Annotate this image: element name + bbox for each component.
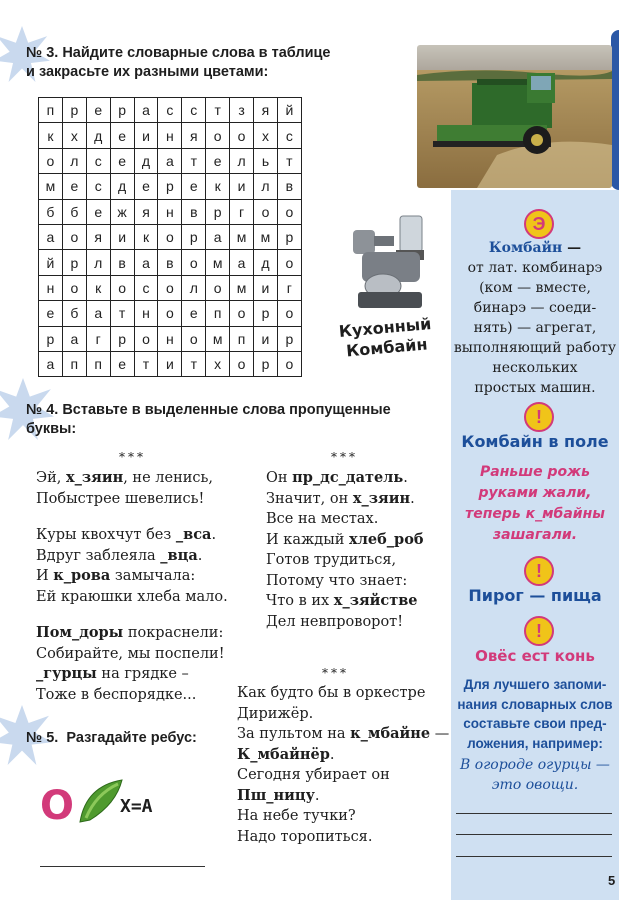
grid-cell[interactable]: о bbox=[110, 275, 134, 300]
grid-cell[interactable]: х bbox=[62, 123, 86, 148]
poem-text: На небе тучки? bbox=[237, 808, 356, 824]
grid-cell[interactable]: в bbox=[110, 250, 134, 275]
poem-line bbox=[237, 786, 449, 807]
poem-text: покраснели: bbox=[123, 625, 224, 641]
definition-line: нять) — агрегат, bbox=[473, 320, 597, 336]
grid-cell[interactable]: а bbox=[86, 301, 110, 326]
poem-line bbox=[266, 550, 424, 571]
definition-line: нескольких bbox=[492, 360, 578, 376]
task5-title: № 5. Разгадайте ребус: bbox=[26, 730, 197, 746]
missing-letter-word[interactable]: хлеб_роб bbox=[349, 530, 424, 548]
grid-cell[interactable]: о bbox=[158, 301, 182, 326]
grid-cell[interactable]: а bbox=[39, 224, 63, 249]
grid-cell[interactable]: т bbox=[182, 148, 206, 173]
poem-text: . bbox=[410, 490, 415, 507]
missing-letter-word[interactable]: _гурцы bbox=[36, 665, 97, 682]
grid-cell[interactable]: д bbox=[110, 174, 134, 199]
grid-cell[interactable]: д bbox=[134, 148, 158, 173]
kombain-definition: Комбайн — от лат. комбинарэ (ком — вместе, бинарэ — соеди- нять) — агрегат, выполняющий работу нескольких простых машин. bbox=[451, 238, 619, 398]
grid-row bbox=[39, 98, 302, 123]
grid-cell[interactable]: е bbox=[182, 174, 206, 199]
missing-letter-word[interactable]: К_мбайнёр bbox=[237, 745, 330, 763]
poem-text: . bbox=[211, 527, 217, 543]
grid-cell[interactable]: и bbox=[230, 174, 254, 199]
grid-cell[interactable]: м bbox=[254, 224, 278, 249]
grid-cell[interactable]: п bbox=[206, 301, 230, 326]
left-poem bbox=[36, 468, 228, 705]
missing-letter-word[interactable]: _вца bbox=[160, 546, 198, 564]
advice-line: ложения, например: bbox=[467, 735, 603, 751]
grid-cell[interactable]: п bbox=[62, 351, 86, 376]
grid-cell[interactable]: е bbox=[134, 174, 158, 199]
grid-cell[interactable]: е bbox=[110, 148, 134, 173]
grid-cell[interactable]: о bbox=[230, 301, 254, 326]
poem-text: Все на местах. bbox=[266, 511, 379, 527]
page-tab bbox=[611, 30, 619, 190]
grid-cell[interactable]: р bbox=[277, 326, 301, 351]
grid-cell[interactable]: ь bbox=[254, 148, 278, 173]
grid-cell[interactable]: о bbox=[230, 351, 254, 376]
grid-cell[interactable]: о bbox=[277, 351, 301, 376]
grid-cell[interactable]: я bbox=[86, 224, 110, 249]
definition-line: выполняющий работу bbox=[453, 340, 617, 356]
advice-line: нания словарных слов bbox=[457, 696, 613, 712]
grid-cell[interactable]: б bbox=[62, 199, 86, 224]
poem-line bbox=[36, 623, 228, 644]
grid-cell[interactable]: к bbox=[39, 123, 63, 148]
grid-cell[interactable]: р bbox=[254, 351, 278, 376]
grid-cell[interactable]: я bbox=[182, 123, 206, 148]
poem-text: — bbox=[430, 726, 450, 742]
poem-line bbox=[36, 664, 228, 685]
grid-cell[interactable]: и bbox=[158, 351, 182, 376]
grid-cell[interactable]: о bbox=[206, 275, 230, 300]
sidebar-poem bbox=[451, 462, 619, 546]
grid-cell[interactable]: и bbox=[254, 275, 278, 300]
poem-line bbox=[266, 612, 424, 633]
poem-text: Тоже в беспорядке... bbox=[36, 686, 197, 703]
poem-text: Готов трудиться, bbox=[266, 552, 397, 568]
poem-text: Как будто бы в оркестре bbox=[237, 685, 426, 701]
grid-cell[interactable]: н bbox=[158, 199, 182, 224]
grid-cell[interactable]: й bbox=[39, 250, 63, 275]
definition-line: простых машин. bbox=[474, 380, 596, 396]
grid-row bbox=[39, 351, 302, 376]
grid-cell[interactable]: т bbox=[182, 351, 206, 376]
grid-cell[interactable]: т bbox=[110, 301, 134, 326]
grid-cell[interactable]: г bbox=[230, 199, 254, 224]
grid-row bbox=[39, 174, 302, 199]
missing-letter-word[interactable]: к_мбайне bbox=[350, 725, 431, 742]
grid-row bbox=[39, 250, 302, 275]
stanza-gap bbox=[36, 607, 228, 623]
grid-cell[interactable]: а bbox=[206, 224, 230, 249]
poem-text: За пультом на bbox=[237, 726, 351, 742]
grid-cell[interactable]: м bbox=[230, 224, 254, 249]
grid-cell[interactable]: к bbox=[206, 174, 230, 199]
poem-text: . bbox=[314, 787, 320, 804]
grid-cell[interactable]: е bbox=[110, 123, 134, 148]
kitchen-combine-caption: Кухонный Комбайн bbox=[338, 314, 433, 361]
poem-text: . bbox=[403, 470, 408, 486]
missing-letter-word[interactable]: Пш_ницу bbox=[237, 786, 315, 804]
grid-cell[interactable]: б bbox=[62, 301, 86, 326]
poem-text: Потому что знает: bbox=[266, 572, 408, 589]
grid-cell[interactable]: а bbox=[62, 326, 86, 351]
poem-line bbox=[36, 489, 228, 510]
poem-line bbox=[237, 806, 449, 827]
grid-cell[interactable]: а bbox=[134, 250, 158, 275]
kitchen-combine-image bbox=[348, 212, 428, 317]
grid-cell[interactable]: ж bbox=[110, 199, 134, 224]
grid-cell[interactable]: а bbox=[230, 250, 254, 275]
missing-letter-word[interactable]: х_зяин bbox=[65, 469, 124, 486]
grid-cell[interactable]: о bbox=[39, 148, 63, 173]
poem-line bbox=[266, 591, 424, 612]
grid-row bbox=[39, 301, 302, 326]
grid-cell[interactable]: о bbox=[182, 250, 206, 275]
poem-text: , не ленись, bbox=[123, 470, 214, 486]
poem-text: . bbox=[197, 547, 203, 564]
grid-row bbox=[39, 224, 302, 249]
poem-line bbox=[266, 530, 424, 551]
grid-cell[interactable]: о bbox=[134, 326, 158, 351]
rebus-formula: Х=А bbox=[120, 796, 153, 817]
grid-cell[interactable]: а bbox=[39, 351, 63, 376]
grid-cell[interactable]: н bbox=[158, 123, 182, 148]
poem-text: Дел невпроворот! bbox=[266, 613, 404, 630]
grid-row bbox=[39, 275, 302, 300]
grid-cell[interactable]: р bbox=[39, 326, 63, 351]
definition-line: (ком — вместе, bbox=[479, 280, 591, 296]
grid-cell[interactable]: е bbox=[86, 98, 110, 123]
grid-cell[interactable]: х bbox=[254, 123, 278, 148]
poem-text: Дирижёр. bbox=[237, 705, 314, 722]
grid-cell[interactable]: л bbox=[254, 174, 278, 199]
grid-cell[interactable]: р bbox=[158, 174, 182, 199]
poem-line bbox=[237, 827, 449, 848]
grid-cell[interactable]: о bbox=[230, 123, 254, 148]
poem-line bbox=[237, 704, 449, 725]
poem-separator: *** bbox=[331, 450, 358, 464]
grid-cell[interactable]: о bbox=[254, 199, 278, 224]
grid-cell[interactable]: з bbox=[230, 98, 254, 123]
grid-cell[interactable]: в bbox=[277, 174, 301, 199]
grid-cell[interactable]: и bbox=[110, 224, 134, 249]
grid-cell[interactable]: с bbox=[134, 275, 158, 300]
grid-cell[interactable]: а bbox=[158, 148, 182, 173]
poem-text: И каждый bbox=[266, 531, 350, 548]
poem-separator: *** bbox=[119, 450, 146, 464]
poem-line bbox=[36, 587, 228, 608]
right-poem bbox=[266, 468, 424, 632]
advice-line: Для лучшего запоми- bbox=[463, 677, 607, 692]
poem-line bbox=[266, 468, 424, 489]
grid-cell[interactable]: п bbox=[230, 326, 254, 351]
grid-cell[interactable]: г bbox=[86, 326, 110, 351]
grid-cell[interactable]: о bbox=[158, 275, 182, 300]
answer-line[interactable] bbox=[456, 813, 612, 814]
grid-row bbox=[39, 199, 302, 224]
poem-text: Надо торопиться. bbox=[237, 828, 373, 845]
poem-text: Значит, он bbox=[266, 490, 353, 507]
poem-text: Собирайте, мы поспели! bbox=[36, 645, 225, 662]
grid-cell[interactable]: р bbox=[277, 224, 301, 249]
grid-cell[interactable]: т bbox=[134, 351, 158, 376]
harvester-photo bbox=[417, 45, 612, 188]
grid-row bbox=[39, 148, 302, 173]
task4-title: № 4. Вставьте в выделенные слова пропущенные буквы: bbox=[26, 402, 391, 437]
poem-line bbox=[36, 546, 228, 567]
grid-cell[interactable]: е bbox=[86, 199, 110, 224]
sidebar-advice bbox=[451, 675, 619, 753]
poem-text: Сегодня убирает он bbox=[237, 767, 390, 783]
grid-cell[interactable]: р bbox=[62, 98, 86, 123]
grid-cell[interactable]: е bbox=[110, 351, 134, 376]
poem-line bbox=[237, 724, 449, 745]
poem-text: замычала: bbox=[110, 568, 196, 584]
definition-line: бинарэ — соеди- bbox=[473, 300, 597, 316]
grid-cell[interactable]: е bbox=[206, 148, 230, 173]
grid-cell[interactable]: с bbox=[277, 123, 301, 148]
grid-row bbox=[39, 123, 302, 148]
grid-cell[interactable]: д bbox=[254, 250, 278, 275]
grid-cell[interactable]: е bbox=[39, 301, 63, 326]
grid-cell[interactable]: о bbox=[62, 275, 86, 300]
poem-text: Побыстрее шевелись! bbox=[36, 490, 205, 507]
grid-cell[interactable]: р bbox=[62, 250, 86, 275]
grid-cell[interactable]: р bbox=[110, 326, 134, 351]
poem-line bbox=[266, 489, 424, 510]
grid-cell[interactable]: я bbox=[134, 199, 158, 224]
grid-cell[interactable]: е bbox=[182, 301, 206, 326]
grid-cell[interactable]: с bbox=[86, 148, 110, 173]
grid-cell[interactable]: о bbox=[277, 250, 301, 275]
poem-text: Эй, bbox=[36, 470, 66, 486]
page-number: 5 bbox=[608, 873, 616, 888]
exclamation-icon: ! bbox=[524, 616, 554, 646]
grid-cell[interactable]: в bbox=[158, 250, 182, 275]
grid-cell[interactable]: с bbox=[182, 98, 206, 123]
grid-cell[interactable]: г bbox=[277, 275, 301, 300]
grid-cell[interactable]: о bbox=[277, 301, 301, 326]
pair-pirog-pishcha: Пирог — пища bbox=[468, 586, 602, 605]
answer-line[interactable] bbox=[40, 866, 205, 867]
sidebar-poem-line: теперь к_мбайны bbox=[465, 506, 605, 522]
grid-cell[interactable]: к bbox=[86, 275, 110, 300]
missing-letter-word[interactable]: х_зяин bbox=[352, 489, 411, 507]
poem-line bbox=[36, 685, 228, 706]
grid-cell[interactable]: к bbox=[134, 224, 158, 249]
poem-text: И bbox=[36, 568, 54, 584]
example-line: В огороде огурцы — bbox=[460, 757, 610, 773]
grid-cell[interactable]: с bbox=[158, 98, 182, 123]
grid-cell[interactable]: р bbox=[110, 98, 134, 123]
poem-line bbox=[266, 571, 424, 592]
grid-cell[interactable]: в bbox=[182, 199, 206, 224]
grid-cell[interactable]: е bbox=[62, 174, 86, 199]
sidebar-example bbox=[451, 755, 619, 795]
grid-cell[interactable]: о bbox=[62, 224, 86, 249]
poem-line bbox=[36, 468, 228, 489]
right-poem-second bbox=[237, 683, 449, 847]
e-badge-icon: Э bbox=[524, 209, 554, 239]
grid-cell[interactable]: б bbox=[39, 199, 63, 224]
grid-cell[interactable]: р bbox=[206, 199, 230, 224]
missing-letter-word[interactable]: пр_дс_датель bbox=[292, 469, 404, 486]
poem-line bbox=[237, 765, 449, 786]
poem-line bbox=[237, 745, 449, 766]
poem-text: Куры квохчут без bbox=[36, 527, 176, 543]
grid-cell[interactable]: й bbox=[277, 98, 301, 123]
poem-line bbox=[36, 644, 228, 665]
rebus-letter-o: О bbox=[40, 783, 75, 829]
poem-text: Что в их bbox=[266, 593, 334, 609]
missing-letter-word[interactable]: _вса bbox=[175, 526, 212, 543]
poem-text: . bbox=[329, 746, 335, 763]
poem-separator: *** bbox=[322, 666, 349, 680]
advice-line: составьте свои пред- bbox=[463, 716, 607, 731]
pair-ovyos-est-kon: Овёс ест конь bbox=[475, 647, 595, 665]
grid-cell[interactable]: л bbox=[62, 148, 86, 173]
grid-cell[interactable]: п bbox=[39, 98, 63, 123]
poem-text: Он bbox=[266, 470, 293, 486]
poem-line bbox=[36, 525, 228, 546]
grid-row bbox=[39, 326, 302, 351]
grid-cell[interactable]: п bbox=[86, 351, 110, 376]
grid-cell[interactable]: л bbox=[182, 275, 206, 300]
grid-cell[interactable]: я bbox=[254, 98, 278, 123]
example-line: это овощи. bbox=[491, 777, 579, 793]
grid-cell[interactable]: с bbox=[86, 174, 110, 199]
answer-line[interactable] bbox=[456, 834, 612, 835]
task3-title: № 3. Найдите словарные слова в таблице и закрасьте их разными цветами: bbox=[26, 45, 331, 80]
poem-text: на грядке – bbox=[96, 666, 189, 682]
sidebar-poem-line: Раньше рожь bbox=[480, 464, 590, 480]
grid-cell[interactable]: и bbox=[254, 326, 278, 351]
poem-text: Ей краюшки хлеба мало. bbox=[36, 588, 228, 605]
grid-cell[interactable]: н bbox=[39, 275, 63, 300]
sidebar-poem-line: зашагали. bbox=[492, 527, 578, 543]
grid-cell[interactable]: м bbox=[206, 326, 230, 351]
grid-cell[interactable]: р bbox=[254, 301, 278, 326]
poem-line bbox=[36, 566, 228, 587]
grid-cell[interactable]: т bbox=[206, 98, 230, 123]
poem-line bbox=[266, 509, 424, 530]
grid-cell[interactable]: х bbox=[206, 351, 230, 376]
grid-cell[interactable]: н bbox=[134, 301, 158, 326]
rebus bbox=[40, 772, 190, 832]
grid-cell[interactable]: м bbox=[39, 174, 63, 199]
grid-cell[interactable]: и bbox=[134, 123, 158, 148]
grid-cell[interactable]: а bbox=[134, 98, 158, 123]
answer-line[interactable] bbox=[456, 856, 612, 857]
grid-cell[interactable]: о bbox=[277, 199, 301, 224]
grid-cell[interactable]: д bbox=[86, 123, 110, 148]
exclamation-icon: ! bbox=[524, 556, 554, 586]
poem-line bbox=[237, 683, 449, 704]
heading-kombain-v-pole: Комбайн в поле bbox=[461, 432, 609, 451]
exclamation-icon: ! bbox=[524, 402, 554, 432]
grid-cell[interactable]: л bbox=[230, 148, 254, 173]
grid-cell[interactable]: о bbox=[158, 224, 182, 249]
missing-letter-word[interactable]: х_зяйстве bbox=[333, 592, 418, 609]
grid-cell[interactable]: о bbox=[206, 123, 230, 148]
grid-cell[interactable]: м bbox=[206, 250, 230, 275]
stanza-gap bbox=[36, 509, 228, 525]
grid-cell[interactable]: м bbox=[230, 275, 254, 300]
grid-cell[interactable]: р bbox=[182, 224, 206, 249]
grid-cell[interactable]: н bbox=[158, 326, 182, 351]
missing-letter-word[interactable]: Пом_доры bbox=[36, 624, 124, 641]
grid-cell[interactable]: т bbox=[277, 148, 301, 173]
poem-text: Вдруг заблеяла bbox=[36, 547, 161, 564]
grid-cell[interactable]: о bbox=[182, 326, 206, 351]
sidebar-poem-line: руками жали, bbox=[478, 485, 592, 501]
missing-letter-word[interactable]: к_рова bbox=[53, 567, 111, 584]
word-search-grid[interactable] bbox=[38, 97, 302, 377]
definition-line: от лат. комбинарэ bbox=[467, 260, 603, 276]
grid-cell[interactable]: л bbox=[86, 250, 110, 275]
